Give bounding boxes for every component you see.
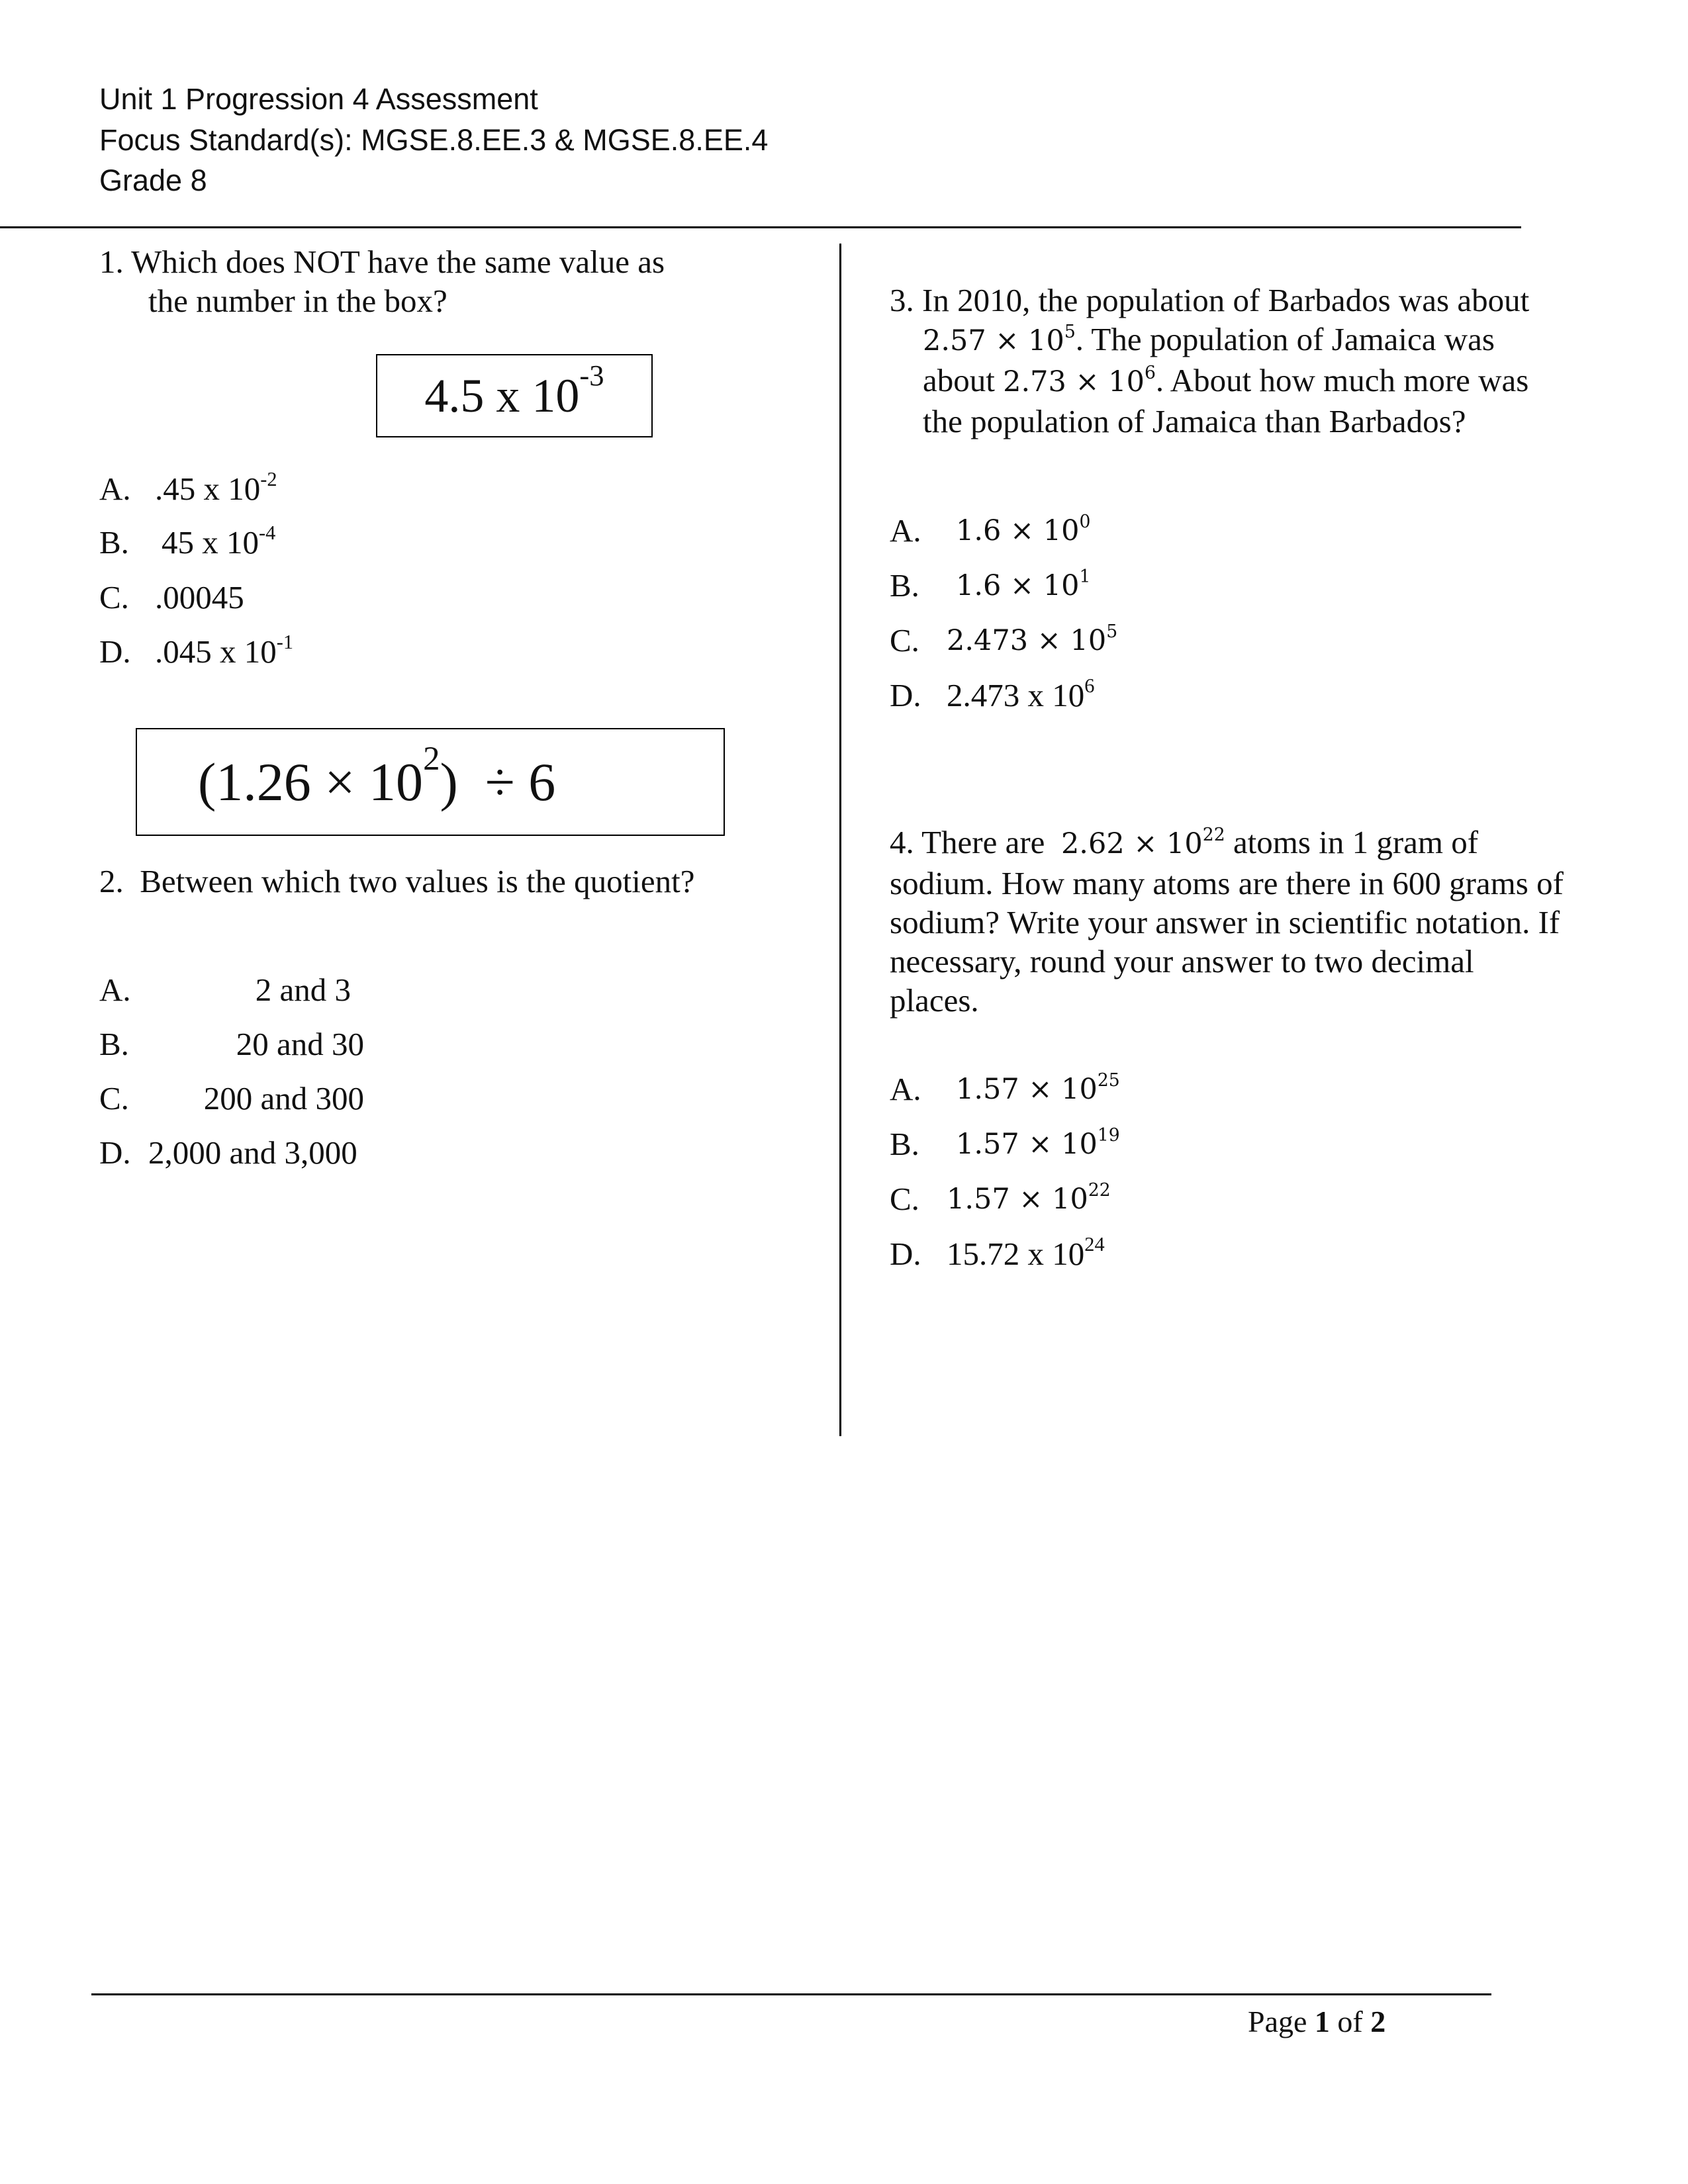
question-3-line3-pre: about (923, 362, 995, 398)
footer-divider (91, 1993, 1491, 1995)
question-4-line4: necessary, round your answer to two decimal (890, 943, 1474, 979)
option-letter: C. (890, 1181, 919, 1217)
option-letter: C. (99, 579, 129, 615)
question-2-expression-box: (1.26 × 10 $^2$ ) ÷ 6 (136, 728, 725, 836)
option-value: .00045 (155, 579, 244, 615)
question-1-number-box: 4.5 x 10 $^{-3}$ (376, 354, 653, 437)
option-letter: A. (890, 1071, 921, 1107)
option-value: .045 x 10 (155, 633, 277, 670)
question-2-text: Between which two values is the quotient? (140, 863, 695, 899)
question-3-line4: the population of Jamaica than Barbados? (923, 403, 1466, 439)
option-value: 1.6 × 10 (956, 514, 1080, 547)
option-value: 1.57 × 10 (947, 1183, 1088, 1216)
atoms-per-gram: $2.62 \times 10^{22}$ (1060, 825, 1225, 860)
option-exponent: 5 (1106, 621, 1118, 643)
option-exponent: 25 (1097, 1070, 1120, 1091)
option-exponent: 1 (1079, 567, 1091, 588)
option-letter: B. (99, 1026, 129, 1062)
option-letter: B. (890, 567, 919, 604)
option-letter: D. (890, 677, 921, 713)
question-1-number: 1. (99, 244, 124, 280)
option-letter: D. (99, 633, 131, 670)
question-2 (99, 862, 695, 901)
option-letter: A. (890, 512, 921, 549)
of-word: of (1337, 2005, 1363, 2038)
option-letter: D. (890, 1236, 921, 1272)
option-value: 15.72 x 10 (947, 1236, 1085, 1272)
option-letter: D. (99, 1134, 131, 1171)
page-indicator (1248, 2002, 1385, 2042)
option-letter: C. (890, 622, 919, 659)
question-4-pre: There are (921, 824, 1045, 860)
expression-part2: ) ÷ 6 (440, 751, 556, 812)
option-letter: C. (99, 1080, 129, 1116)
question-1-text-line1: Which does NOT have the same value as (131, 244, 665, 280)
page-word: Page (1248, 2005, 1307, 2038)
question-1-text-line2: the number in the box? (148, 283, 447, 319)
option-value: 1.57 × 10 (956, 1073, 1098, 1106)
option-value: 2.473 x 10 (947, 677, 1085, 713)
total-pages: 2 (1370, 2005, 1386, 2038)
option-exponent: -2 (260, 467, 277, 490)
option-value: 2 and 3 (255, 972, 351, 1008)
option-exponent: 22 (1088, 1180, 1111, 1201)
option-letter: B. (890, 1126, 919, 1162)
question-1 (99, 242, 761, 320)
question-3-line1: In 2010, the population of Barbados was about (922, 282, 1530, 318)
question-4-line1: atoms in 1 gram of (1233, 824, 1479, 860)
option-value: 2.473 × 10 (947, 624, 1107, 657)
question-3 (890, 281, 1591, 441)
jamaica-population: $2.73 \times 10^6$ (1003, 363, 1156, 398)
question-4-number: 4. (890, 824, 914, 860)
header-divider (0, 226, 1521, 228)
option-value: 20 and 30 (236, 1026, 364, 1062)
question-3-line2: . The population of Jamaica was (1075, 321, 1495, 357)
question-4-line5: places. (890, 982, 979, 1019)
option-exponent: 24 (1084, 1232, 1105, 1255)
option-exponent: -4 (259, 521, 276, 544)
option-exponent: 0 (1079, 512, 1091, 533)
option-exponent: 19 (1097, 1125, 1120, 1146)
option-value: 2,000 and 3,000 (148, 1134, 357, 1171)
option-letter: A. (99, 471, 131, 507)
option-value: .45 x 10 (155, 471, 261, 507)
option-value: 45 x 10 (162, 524, 259, 561)
expression-part1: (1.26 × 10 (198, 751, 424, 812)
barbados-population: $2.57 \times 10^5$ (923, 322, 1076, 357)
option-exponent: -1 (276, 630, 294, 653)
question-4 (890, 823, 1605, 1020)
question-2-number: 2. (99, 863, 124, 899)
question-3-number: 3. (890, 282, 914, 318)
option-value: 1.57 × 10 (956, 1128, 1098, 1161)
assessment-title: Unit 1 Progression 4 Assessment (99, 82, 538, 116)
option-value: 1.6 × 10 (956, 569, 1080, 602)
focus-standards: Focus Standard(s): MGSE.8.EE.3 & MGSE.8.EE.4 (99, 123, 769, 157)
column-divider (839, 244, 841, 1436)
question-3-line3: . About how much more was (1155, 362, 1529, 398)
current-page: 1 (1314, 2005, 1330, 2038)
option-letter: B. (99, 524, 129, 561)
option-value: 200 and 300 (203, 1080, 364, 1116)
grade-level: Grade 8 (99, 163, 207, 197)
box-mantissa: 4.5 x 10 (424, 369, 580, 422)
question-4-line3: sodium? Write your answer in scientific notation. If (890, 904, 1560, 940)
option-exponent: 6 (1084, 674, 1095, 697)
option-letter: A. (99, 972, 131, 1008)
question-4-line2: sodium. How many atoms are there in 600 grams of (890, 865, 1564, 901)
